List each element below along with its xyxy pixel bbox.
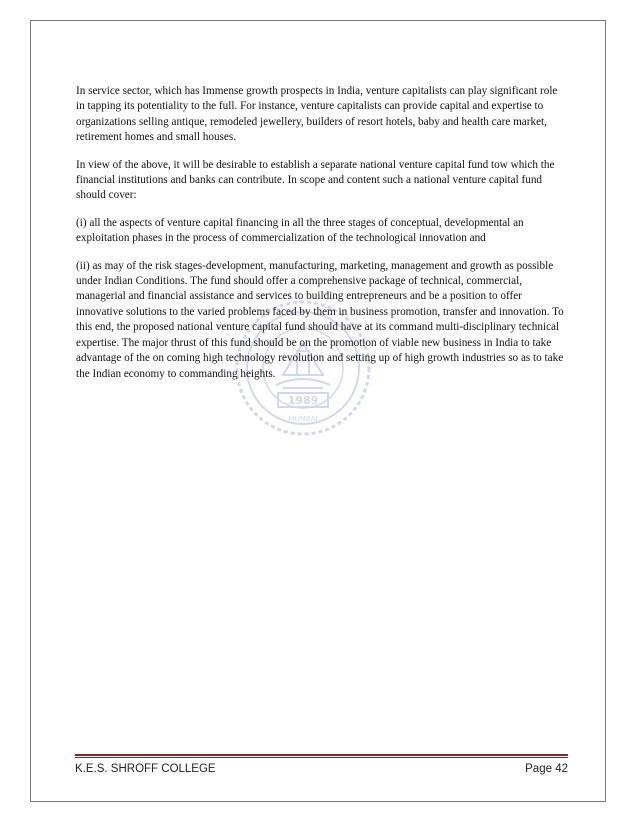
body-text (76, 84, 566, 394)
footer (75, 763, 568, 779)
paragraph: In service sector, which has Immense growth prospects in India, venture capitalists can play significant role in tapping its potentiality to the full. For instance, venture capitalists can provide capital and expertise to organizations selling antique, remodeled jewellery, builders of resort hotels, baby and health care market, retirement homes and small houses. (76, 85, 558, 144)
paragraph: In view of the above, it will be desirable to establish a separate national venture capital fund tow which the financial institutions and banks can contribute. In scope and content such a national venture capital fund should cover: (76, 158, 555, 202)
seal-year: 1989 (287, 394, 319, 407)
footer-rule-thin (75, 757, 568, 758)
paragraph: (ii) as may of the risk stages-development, manufacturing, marketing, management and growth as possible under Indian Conditions. The fund should offer a comprehensive package of technical, commercial, managerial and financial assistance and services to building entrepreneurs and be a position to offer innovative solutions to the varied problems faced by them in business promotion, transfer and innovation. To this end, the proposed national venture capital fund should have at its command multi-disciplinary technical expertise. The major thrust of this fund should be on the promotion of viable new business in India to take advantage of the on coming high technology revolution and setting up of high growth industries so as to take the Indian economy to commanding heights. (76, 259, 564, 380)
paragraph: (i) all the aspects of venture capital financing in all the three stages of conceptual, developmental an exploitation phases in the process of commercialization of the technological innovation and (76, 216, 524, 245)
footer-college: K.E.S. SHROFF COLLEGE (75, 763, 216, 775)
footer-page-number: Page 42 (525, 763, 568, 775)
footer-rule (75, 754, 568, 756)
seal-city: MUMBAI (288, 415, 318, 423)
